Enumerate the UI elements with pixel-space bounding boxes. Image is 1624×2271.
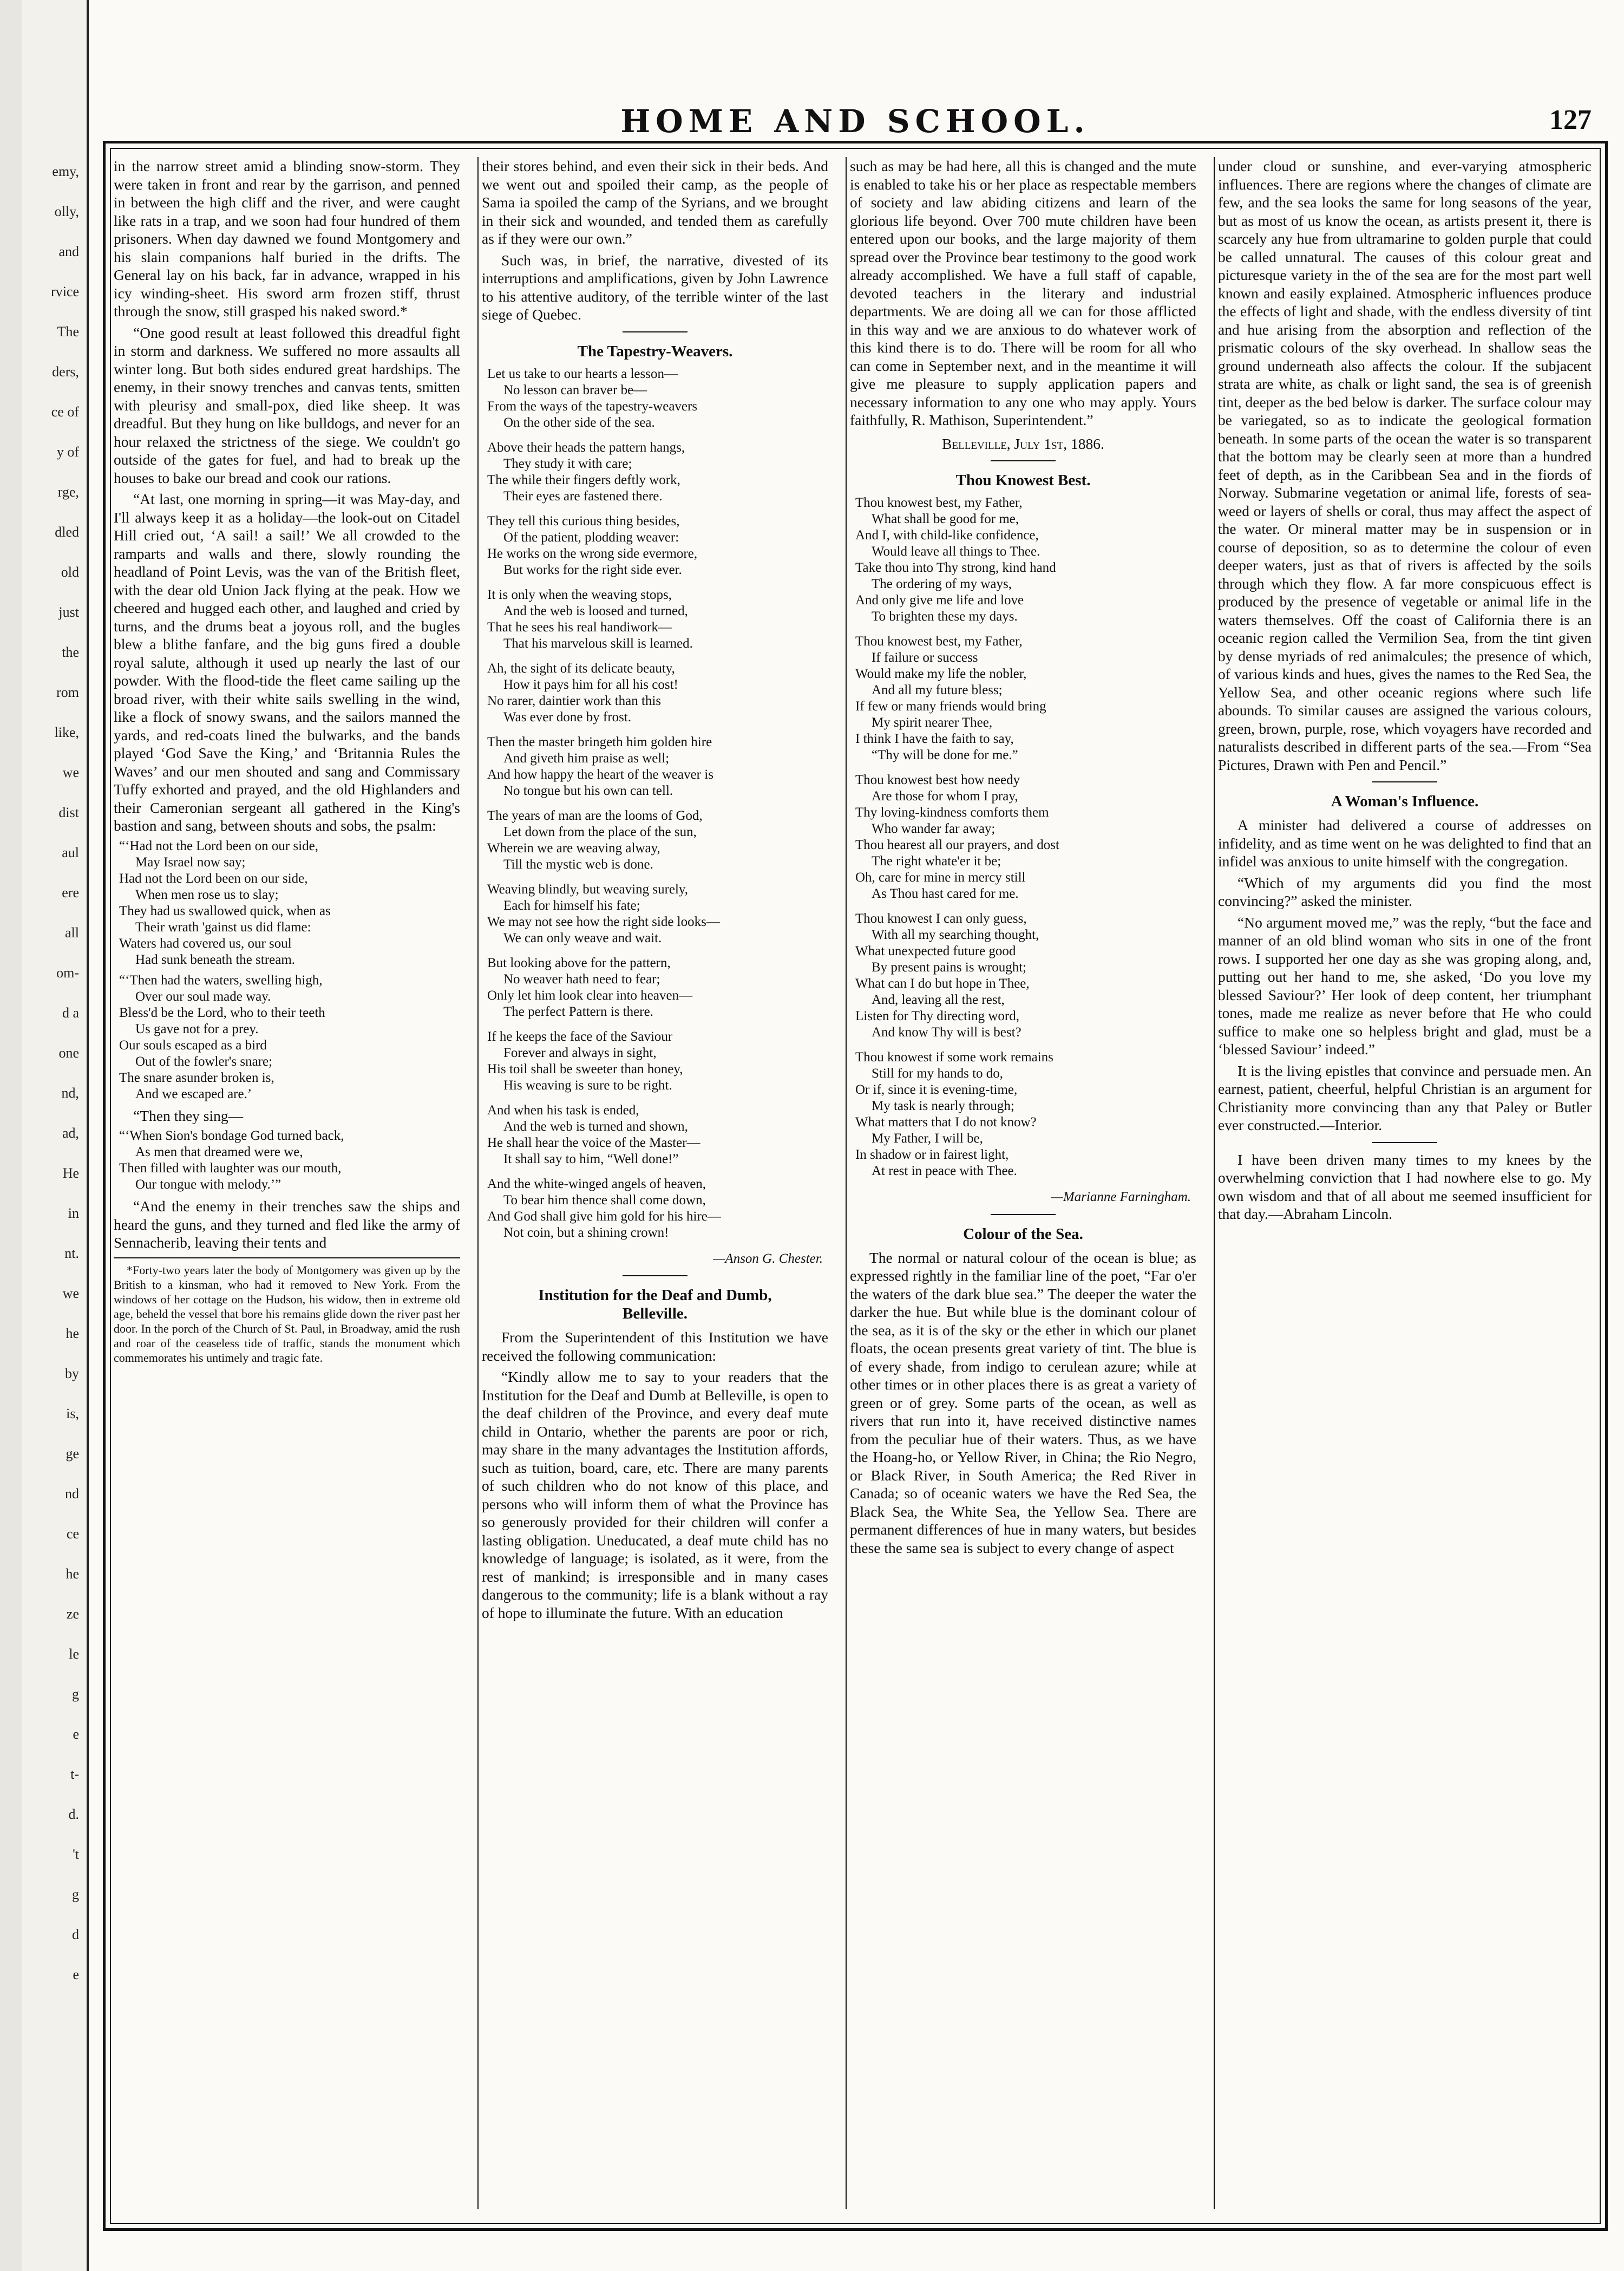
footnote: *Forty-two years later the body of Montgomery was given up by the British to a kinsman, who had it removed to New York. From the windows of her cottage on the Hudson, his widow, then in extreme old age, beheld the vessel that bore his remains glide down the river past her door. In the porch of the Church of St. Paul, in Broadway, amid the rush and roar of the ceaseless tide of traffic, stands the monument which commemorates his untimely and tragic fate.: [114, 1257, 460, 1365]
verse-line: “Thy will be done for me.”: [872, 748, 1018, 762]
stanza: [482, 440, 828, 505]
verse-line: That his marvelous skill is learned.: [503, 636, 693, 651]
verse-line: The years of man are the looms of God,: [487, 808, 703, 823]
verse-line: They study it with care;: [503, 456, 632, 471]
verse-line: At rest in peace with Thee.: [872, 1164, 1017, 1178]
stanza: [482, 513, 828, 578]
verse-line: My task is nearly through;: [872, 1099, 1014, 1113]
paragraph: “Kindly allow me to say to your readers that the Institution for the Deaf and Dumb at Belleville, is open to the deaf children of the Province, and every deaf mute child in Ontario, whether the parents are poor or rich, may share in the many advantages the Institution affords, such as tuition, board, care, etc. There are many parents of such children who do not know of this place, and persons who will inform them of what the Province has so generously provided for their children will confer a lasting obligation. Uneducated, a deaf mute child has no knowledge of language; is isolated, as it were, from the rest of mankind; is irresponsible and in many cases dangerous to the community; life is a blank without a ray of hope to illuminate the future. With an education: [482, 1368, 828, 1621]
page-number: 127: [1549, 105, 1592, 135]
edge-text-fragment: g: [72, 1887, 79, 1902]
verse-line: Was ever done by frost.: [503, 709, 632, 725]
verse-line: By present pains is wrought;: [872, 960, 1027, 975]
stanza: [482, 955, 828, 1020]
column-3: [850, 157, 1196, 2215]
edge-text-fragment: he: [66, 1566, 79, 1582]
poem-attribution: —Marianne Farningham.: [1051, 1190, 1191, 1204]
verse-line: Listen for Thy directing word,: [855, 1009, 1019, 1023]
verse-line: On the other side of the sea.: [503, 415, 655, 430]
verse-line: Our tongue with melody.’”: [135, 1177, 281, 1192]
verse-line: What unexpected future good: [855, 944, 1016, 958]
edge-text-fragment: aul: [62, 845, 79, 860]
verse-line: Only let him look clear into heaven—: [487, 988, 693, 1003]
poem-tapestry-weavers: [482, 366, 828, 1241]
edge-text-fragment: ze: [66, 1606, 79, 1622]
column-4: [1218, 157, 1592, 2215]
verse-line: Wherein we are weaving alway,: [487, 840, 660, 856]
verse-line: Let us take to our hearts a lesson—: [487, 366, 678, 381]
verse-line: In shadow or in fairest light,: [855, 1147, 1009, 1162]
psalm-verse: [114, 838, 460, 968]
verse-line: And know Thy will is best?: [872, 1025, 1021, 1040]
edge-text-fragment: all: [65, 925, 79, 941]
edge-text-fragment: y of: [56, 444, 79, 460]
verse-line: Still for my hands to do,: [872, 1066, 1004, 1081]
verse-line: And all my future bless;: [872, 683, 1003, 697]
article-title: A Woman's Influence.: [1331, 793, 1479, 810]
verse-line: Not coin, but a shining crown!: [503, 1225, 669, 1240]
stanza: [482, 1176, 828, 1241]
column-rule: [1214, 157, 1215, 2209]
verse-line: No tongue but his own can tell.: [503, 783, 673, 798]
verse-line: The right whate'er it be;: [872, 854, 1001, 869]
verse-line: And only give me life and love: [855, 593, 1024, 608]
verse-line: No rarer, daintier work than this: [487, 693, 662, 708]
verse-line: And giveth him praise as well;: [503, 751, 670, 766]
edge-text-fragment: dled: [55, 524, 79, 540]
edge-text-fragment: le: [69, 1646, 79, 1662]
edge-text-fragment: om-: [56, 965, 79, 981]
poem-title: The Tapestry-Weavers.: [577, 342, 733, 360]
edge-text-fragment: ge: [66, 1446, 79, 1461]
verse-line: Who wander far away;: [872, 821, 996, 836]
verse-line: No weaver hath need to fear;: [503, 971, 660, 987]
stanza: [482, 661, 828, 726]
stanza: [482, 1102, 828, 1167]
verse-line: He works on the wrong side evermore,: [487, 546, 698, 561]
paragraph: “One good result at least followed this dreadful fight in storm and darkness. We suffered no more assaults all winter long. But both sides endured great hardships. The enemy, in their snowy trenches and canvas tents, smitten with pleurisy and small-pox, died like sheep. It was dreadful. But they hung on like bulldogs, and never for an hour relaxed the strictness of the siege. We couldn't go outside of the gates for fuel, and had to break up the houses to bake our bread and cook our rations.: [114, 324, 460, 486]
verse-line: He shall hear the voice of the Master—: [487, 1135, 700, 1150]
verse-line: If failure or success: [872, 650, 978, 665]
stanza: [482, 808, 828, 873]
verse-line: The perfect Pattern is there.: [503, 1004, 653, 1019]
verse-line: Their eyes are fastened there.: [503, 488, 663, 504]
edge-text-fragment: rom: [56, 684, 79, 700]
verse-line: What shall be good for me,: [872, 512, 1019, 526]
previous-page-edge: [22, 0, 89, 2271]
verse-line: Till the mystic web is done.: [503, 857, 653, 872]
stanza: [850, 772, 1196, 902]
edge-text-fragment: in: [68, 1205, 79, 1221]
verse-line: Waters had covered us, our soul: [119, 936, 292, 951]
newspaper-page: [22, 0, 1624, 2271]
article-title: Colour of the Sea.: [963, 1225, 1083, 1243]
verse-line: Thou knowest best, my Father,: [855, 495, 1023, 510]
stanza: [482, 587, 828, 652]
verse-line: And God shall give him gold for his hire—: [487, 1209, 721, 1224]
verse-line: And, leaving all the rest,: [872, 993, 1005, 1007]
verse-line: Thou knowest I can only guess,: [855, 911, 1027, 926]
verse-line: Are those for whom I pray,: [872, 789, 1018, 804]
edge-text-fragment: old: [61, 564, 79, 580]
verse-line: The ordering of my ways,: [872, 577, 1012, 591]
column-rule: [846, 157, 847, 2209]
verse-line: Thou knowest best, my Father,: [855, 634, 1023, 649]
verse-line: If few or many friends would bring: [855, 699, 1046, 714]
column-1: [114, 157, 460, 2215]
verse-line: May Israel now say;: [135, 854, 246, 870]
paragraph: “Which of my arguments did you find the most convincing?” asked the minister.: [1218, 874, 1592, 909]
verse-line: With all my searching thought,: [872, 928, 1039, 942]
stanza: [482, 882, 828, 947]
verse-line: His weaving is sure to be right.: [503, 1078, 672, 1093]
verse-line: The while their fingers deftly work,: [487, 472, 680, 487]
verse-line: Thy loving-kindness comforts them: [855, 805, 1049, 820]
verse-line: It shall say to him, “Well done!”: [503, 1151, 679, 1166]
paragraph: in the narrow street amid a blinding snow-storm. They were taken in front and rear by the garrison, and penned in between the high cliff and the river, and were caught like rats in a trap, and we soon had four hundred of them prisoners. When day dawned we found Montgomery and his slain companions half buried in the drifts. The General lay on his back, far in advance, wrapped in his icy winding-sheet. His sword arm frozen stiff, thrust through the snow, still grasped his naked sword.*: [114, 158, 460, 319]
poem-attribution: —Anson G. Chester.: [713, 1251, 823, 1266]
verse-line: Each for himself his fate;: [503, 898, 640, 913]
verse-line: And we escaped are.’: [135, 1086, 252, 1101]
verse-line: Let down from the place of the sun,: [503, 824, 697, 839]
verse-line: I think I have the faith to say,: [855, 732, 1014, 746]
verse-line: “‘Then had the waters, swelling high,: [119, 973, 323, 988]
verse-line: Thou hearest all our prayers, and dost: [855, 838, 1059, 852]
verse-line: My spirit nearer Thee,: [872, 715, 993, 730]
edge-text-fragment: d a: [62, 1005, 79, 1021]
column-rule: [477, 157, 479, 2209]
verse-line: And I, with child-like confidence,: [855, 528, 1039, 543]
verse-line: They tell this curious thing besides,: [487, 513, 680, 528]
poem-title: Thou Knowest Best.: [955, 472, 1091, 489]
paragraph: The normal or natural colour of the ocean is blue; as expressed rightly in the familiar line of the poet, “Far o'er the waters of the dark blue sea.” The deeper the water the darker the hue. But while blue is the dominant colour of the sea, as it is of the sky or the ether in which our planet floats, the ocean presents great variety of tint. The blue is of every shade, from indigo to cerulean azure; while at other times or in other places there is as great a variety of green or of grey. Some parts of the ocean, as well as rivers that run into it, have received distinctive names from the peculiar hue of their waters. Thus, as we have the Hoang-ho, or Yellow River, in China; the Rio Negro, or Black River, in South America; the Red River in Canada; so of oceanic waters we have the Red Sea, the Black Sea, the White Sea, the Yellow Sea. There are permanent differences of hue in many waters, but besides these the same sea is subject to every change of aspect: [850, 1249, 1196, 1556]
verse-line: But looking above for the pattern,: [487, 955, 671, 970]
poem-thou-knowest-best: [850, 495, 1196, 1179]
verse-line: When men rose us to slay;: [135, 887, 279, 902]
verse-line: And the web is loosed and turned,: [503, 603, 688, 618]
edge-text-fragment: and: [58, 244, 79, 259]
verse-line: Then the master bringeth him golden hire: [487, 734, 712, 749]
verse-line: What can I do but hope in Thee,: [855, 976, 1030, 991]
verse-line: Thou knowest best how needy: [855, 773, 1020, 787]
verse-line: Would leave all things to Thee.: [872, 544, 1040, 559]
verse-line: From the ways of the tapestry-weavers: [487, 399, 698, 414]
edge-text-fragment: he: [66, 1326, 79, 1341]
page-title: HOME AND SCHOOL.: [620, 103, 1090, 140]
verse-line: Of the patient, plodding weaver:: [503, 530, 679, 545]
verse-line: And when his task is ended,: [487, 1102, 639, 1118]
verse-line: “‘Had not the Lord been on our side,: [119, 838, 318, 853]
edge-text-fragment: just: [58, 604, 79, 620]
paragraph: I have been driven many times to my knees by the overwhelming conviction that I had nowhere else to go. My own wisdom and that of all about me seemed insufficient for that day.—Abraham Lincoln.: [1218, 1151, 1592, 1222]
verse-line: To bear him thence shall come down,: [503, 1192, 706, 1208]
verse-line: And the white-winged angels of heaven,: [487, 1176, 706, 1191]
paragraph: It is the living epistles that convince and persuade men. An earnest, patient, cheerful, helpful Christian is an argument for Christianity more convincing than any that Paley or Butler ever constructed.—Interior.: [1218, 1062, 1592, 1133]
verse-line: His toil shall be sweeter than honey,: [487, 1061, 683, 1076]
edge-text-fragment: t-: [70, 1766, 79, 1782]
article-title-line: Institution for the Deaf and Dumb,: [538, 1287, 772, 1304]
edge-text-fragment: by: [65, 1366, 79, 1381]
verse-line: What matters that I do not know?: [855, 1115, 1037, 1130]
verse-line: As Thou hast cared for me.: [872, 886, 1019, 901]
dateline: Belleville, July 1st, 1886.: [942, 435, 1104, 452]
verse-line: Their wrath 'gainst us did flame:: [135, 919, 311, 935]
verse-line: To brighten these my days.: [872, 609, 1018, 624]
verse-line: That he sees his real handiwork—: [487, 619, 672, 635]
verse-line: How it pays him for all his cost!: [503, 677, 678, 692]
edge-text-fragment: g: [72, 1686, 79, 1702]
stanza: [850, 634, 1196, 763]
edge-text-fragment: ere: [62, 885, 79, 900]
article-title: [482, 1286, 828, 1323]
paragraph: “And the enemy in their trenches saw the ships and heard the guns, and they turned and fled like the army of Sennacherib, leaving their tents and: [114, 1198, 460, 1251]
article-title-line: Belleville.: [623, 1305, 687, 1322]
edge-text-fragment: rvice: [51, 284, 79, 299]
edge-text-fragment: nd: [65, 1486, 79, 1502]
edge-text-fragment: The: [57, 324, 79, 340]
verse-line: Our souls escaped as a bird: [119, 1037, 267, 1053]
stanza: [850, 495, 1196, 625]
verse-line: Bless'd be the Lord, who to their teeth: [119, 1005, 325, 1020]
stanza: [482, 1029, 828, 1094]
paragraph: A minister had delivered a course of addresses on infidelity, and as time went on he was delighted to find that an infidel was anxious to unite himself with the congregation.: [1218, 817, 1592, 870]
edge-text-fragment: one: [58, 1045, 79, 1061]
verse-line: “‘When Sion's bondage God turned back,: [119, 1128, 344, 1143]
verse-line: We can only weave and wait.: [503, 930, 662, 945]
edge-text-fragment: we: [62, 1285, 79, 1301]
edge-text-fragment: e: [73, 1726, 79, 1742]
edge-text-fragment: nt.: [64, 1245, 79, 1261]
paragraph: “At last, one morning in spring—it was May-day, and I'll always keep it as a holiday—the look-out on Citadel Hill cried out, ‘A sail! a sail!’ We all crowded to the ramparts and walls and there, slowly rounding the headland of Point Levis, was the van of the British fleet, with the dear old Union Jack flying at the peak. How we cheered and hugged each other, and laughed and cried by turns, and the drums beat a joyous roll, and the bugles blew a blithe fanfare, and the big guns fired a double royal salute, although it used up nearly the last of our powder. With the flood-tide the fleet came sailing up the broad river, with their white sails swelling in the wind, like a flock of snowy swans, and the sailors manned the yards, and red-coats lined the bulwarks, and the bands played ‘God Save the King,’ and ‘Britannia Rules the Waves’ and our men shouted and sang and Commissary Tuffy exhorted and prayed, and the old Highlanders and their Cameronian sergeant all gathered in the King's bastion and sang, between shouts and sobs, the psalm:: [114, 491, 460, 834]
psalm-verse: [114, 973, 460, 1102]
paragraph: “No argument moved me,” was the reply, “but the face and manner of an old blind woman who sits in one of the front rows. I supported her one day as she was groping along, and, putting out her hand to me, she asked, ‘Do you love my blessed Saviour?’ Her look of deep content, her triumphant tones, made me realize as never before that He who could suffice to make one so helpless bright and glad, must be a ‘blessed Saviour’ indeed.”: [1218, 913, 1592, 1058]
page-header: [114, 97, 1597, 141]
edge-text-fragment: nd,: [61, 1085, 79, 1101]
verse-line: Weaving blindly, but weaving surely,: [487, 882, 689, 897]
column-2: [482, 157, 828, 2215]
verse-line: Us gave not for a prey.: [135, 1021, 259, 1036]
paragraph: From the Superintendent of this Institution we have received the following communication:: [482, 1329, 828, 1364]
paragraph: “Then they sing—: [133, 1107, 244, 1124]
verse-line: But works for the right side ever.: [503, 562, 682, 577]
verse-line: Oh, care for mine in mercy still: [855, 870, 1026, 885]
edge-text-fragment: e: [73, 1967, 79, 1982]
verse-line: Out of the fowler's snare;: [135, 1054, 273, 1069]
edge-text-fragment: like,: [54, 725, 79, 740]
stanza: [850, 1049, 1196, 1179]
edge-text-fragment: rge,: [57, 484, 79, 500]
verse-line: As men that dreamed were we,: [135, 1145, 303, 1159]
edge-text-fragment: d: [72, 1927, 79, 1942]
verse-line: And how happy the heart of the weaver is: [487, 767, 713, 782]
edge-text-fragment: ad,: [62, 1125, 79, 1141]
verse-line: Take thou into Thy strong, kind hand: [855, 560, 1056, 575]
verse-line: Over our soul made way.: [135, 989, 271, 1004]
verse-line: No lesson can braver be—: [503, 382, 647, 397]
edge-text-fragment: 't: [73, 1846, 79, 1862]
verse-line: Forever and always in sight,: [503, 1045, 657, 1060]
verse-line: Then filled with laughter was our mouth,: [119, 1161, 342, 1176]
verse-line: It is only when the weaving stops,: [487, 587, 672, 602]
edge-text-fragment: d.: [68, 1806, 79, 1822]
edge-text-fragment: emy,: [52, 164, 79, 179]
edge-text-fragment: we: [62, 765, 79, 780]
verse-line: Ah, the sight of its delicate beauty,: [487, 661, 675, 676]
edge-text-fragment: is,: [66, 1406, 79, 1421]
stanza: [850, 911, 1196, 1041]
verse-line: And the web is turned and shown,: [503, 1119, 688, 1134]
stanza: [482, 734, 828, 799]
psalm-verse: [114, 1128, 460, 1193]
edge-text-fragment: olly,: [54, 204, 79, 219]
verse-line: Above their heads the pattern hangs,: [487, 440, 685, 455]
edge-text-fragment: ce: [66, 1526, 79, 1542]
verse-line: Had not the Lord been on our side,: [119, 871, 308, 886]
verse-line: Or if, since it is evening-time,: [855, 1082, 1018, 1097]
verse-line: My Father, I will be,: [872, 1131, 983, 1146]
edge-text-fragment: He: [62, 1165, 79, 1181]
paragraph: under cloud or sunshine, and ever-varying atmospheric influences. There are regions where the changes of climate are few, and the sea looks the same for long seasons of the year, but as most of us know the ocean, as artists present it, there is scarcely any hue from ultramarine to golden purple that could be called unnatural. The causes of this colour great and picturesque variety in the of the sea are for the most part well known and easily explained. Atmospheric influences produce the effects of light and shade, with the endless diversity of tint and hue arising from the absorption and reflection of the prismatic colours of the sky overhead. In shallow seas the ground underneath also affects the colour. If the subjacent strata are white, as chalk or light sand, the sea is of greenish tint, deeper as the bed below is darker. The surface colour may be variegated, so as to indicate the geological formation beneath. In some parts of the ocean the water is so transparent that the bottom may be clearly seen at more than a hundred feet of depth, as in the Caribbean Sea and in the fiords of Norway. Submarine vegetation or animal life, forests of sea-weed or layers of shells or coral, thus may affect the aspect of the water. Or mineral matter may be in suspension or in course of deposition, so as to determine the colour of even deeper waters, just as that of rivers is affected by the soils through which they flow. A far more conspicuous effect is produced by the presence of vegetable or animal life in the waters themselves. Off the coast of California there is an oceanic region called the Vermilion Sea, from the tint given by dense myriads of red animalcules; the presence of which, of various kinds and hues, gives the names to the Red Sea, the Yellow Sea, and other oceanic regions where such life abounds. To similar causes are assigned the various colours, green, brown, purple, rose, which voyagers have recorded and naturalists described in different parts of the sea.—From “Sea Pictures, Drawn with Pen and Pencil.”: [1218, 158, 1592, 773]
edge-text-fragment: dist: [58, 805, 79, 820]
paragraph: Such was, in brief, the narrative, divested of its interruptions and amplifications, given by John Lawrence to his attentive auditory, of the terrible winter of the last siege of Quebec.: [482, 251, 828, 323]
verse-line: We may not see how the right side looks—: [487, 914, 720, 929]
stanza: [482, 366, 828, 431]
paragraph: their stores behind, and even their sick in their beds. And we went out and spoiled their camp, as the people of Sama ia spoiled the camp of the Syrians, and we brought in their sick and wounded, and tended them as carefully as if they were our own.”: [482, 158, 828, 247]
verse-line: If he keeps the face of the Saviour: [487, 1029, 673, 1044]
verse-line: Had sunk beneath the stream.: [135, 952, 296, 967]
verse-line: Thou knowest if some work remains: [855, 1050, 1053, 1065]
edge-text-fragment: the: [62, 644, 79, 660]
verse-line: Would make my life the nobler,: [855, 667, 1027, 681]
verse-line: The snare asunder broken is,: [119, 1070, 274, 1085]
verse-line: They had us swallowed quick, when as: [119, 903, 331, 918]
edge-text-fragment: ce of: [51, 404, 79, 420]
paragraph: such as may be had here, all this is changed and the mute is enabled to take his or her place as respectable members of society and law abiding citizens and learn of the glorious life beyond. Over 700 mute children have been entered upon our books, and the large majority of them spread over the Province bear testimony to the good work already accomplished. We have a full staff of capable, devoted teachers in the literary and industrial departments. We are doing all we can for those afflicted in this way and we are anxious to do whatever work of this kind there is to do. There will be room for all who can come in September next, and in the meantime it will give me pleasure to supply application papers and necessary information to any one who may apply. Yours faithfully, R. Mathison, Superintendent.”: [850, 158, 1196, 428]
edge-text-fragment: ders,: [52, 364, 79, 380]
